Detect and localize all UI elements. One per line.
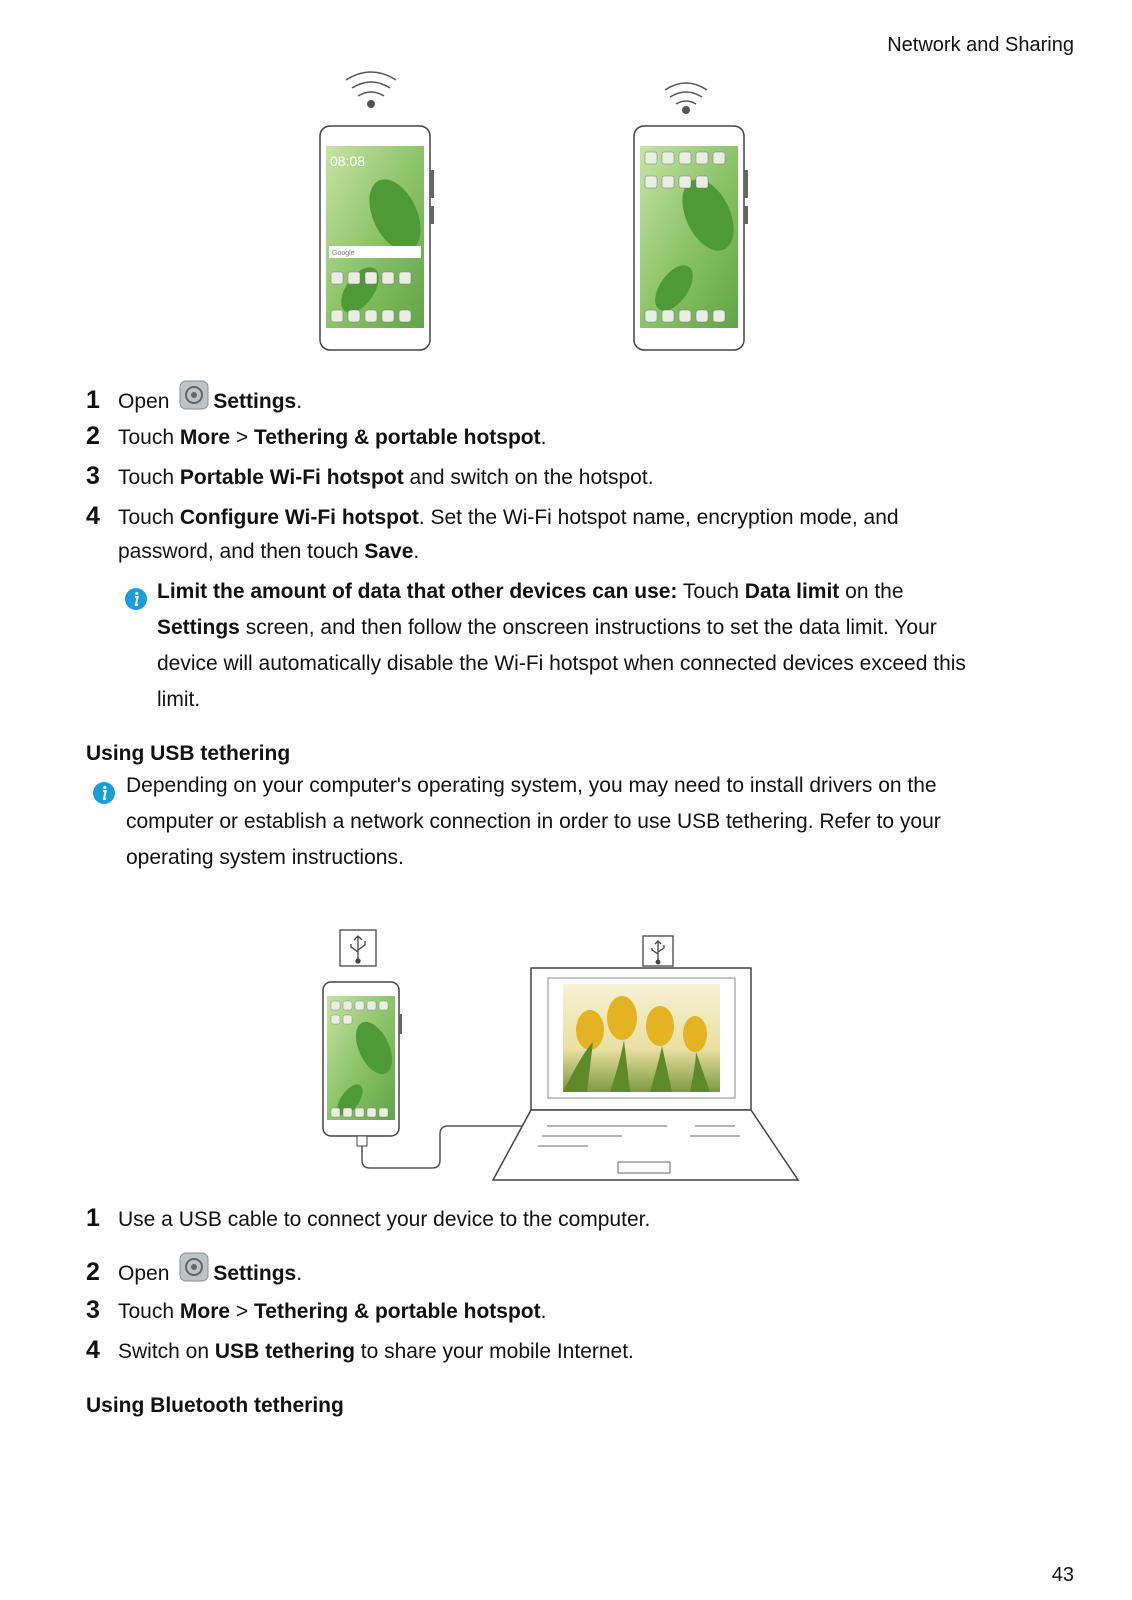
info-icon <box>92 781 116 805</box>
more-label: More <box>179 1300 231 1323</box>
phone-right <box>634 126 748 350</box>
step-text: . <box>296 390 303 413</box>
step-number: 3 <box>86 1296 100 1324</box>
save-label: Save <box>364 540 414 563</box>
data-limit-note <box>157 574 1077 718</box>
step-text: Touch <box>118 1300 175 1323</box>
laptop <box>493 968 798 1180</box>
phone-search: Google <box>332 250 355 257</box>
step-number: 1 <box>86 386 100 414</box>
more-label: More <box>179 426 231 449</box>
bluetooth-tethering-heading: Using Bluetooth tethering <box>86 1394 344 1417</box>
usb-icon <box>340 930 376 966</box>
usb-step-2 <box>86 1252 302 1292</box>
tethering-label: Tethering & portable hotspot <box>254 1300 541 1323</box>
step-number: 3 <box>86 462 100 490</box>
settings-label: Settings <box>213 1262 297 1285</box>
step-number: 4 <box>86 1336 100 1364</box>
note-text: computer or establish a network connection in order to use USB tethering. Refer to your <box>126 810 941 833</box>
info-icon <box>124 587 148 611</box>
settings-label: Settings <box>157 616 240 639</box>
wifi-icon <box>665 83 707 104</box>
step-text: . Set the Wi-Fi hotspot name, encryption mode, and <box>418 506 899 529</box>
note-text: screen, and then follow the onscreen instructions to set the data limit. Your <box>245 616 937 639</box>
step-text: > <box>235 1300 249 1323</box>
step-text: Touch <box>118 466 175 489</box>
wifi-dot <box>367 100 375 108</box>
settings-label: Settings <box>213 390 297 413</box>
note-text: operating system instructions. <box>126 846 404 869</box>
phone-left <box>320 126 434 350</box>
note-title: Limit the amount of data that other devices can use: <box>157 580 678 603</box>
note-text: Touch <box>682 580 739 603</box>
step-text: Switch on <box>118 1340 210 1363</box>
step-number: 4 <box>86 502 100 530</box>
step-text: Use a USB cable to connect your device to the computer. <box>118 1208 651 1231</box>
usb-step-4 <box>86 1332 634 1370</box>
step-text: password, and then touch <box>118 540 359 563</box>
wifi-icon <box>346 72 396 96</box>
usb-tethering-heading: Using USB tethering <box>86 742 291 765</box>
step-text: Open <box>118 1262 170 1285</box>
tethering-label: Tethering & portable hotspot <box>254 426 541 449</box>
usb-driver-note <box>126 768 1046 876</box>
hotspot-step-2 <box>86 418 546 456</box>
configure-hotspot-label: Configure Wi-Fi hotspot <box>179 506 419 529</box>
page-header-title: Network and Sharing <box>887 34 1074 56</box>
step-text: to share your mobile Internet. <box>360 1340 634 1363</box>
note-text: device will automatically disable the Wi-Fi hotspot when connected devices exceed this <box>157 652 966 675</box>
data-limit-label: Data limit <box>744 580 840 603</box>
step-text: and switch on the hotspot. <box>409 466 654 489</box>
hotspot-step-4-cont <box>118 534 419 570</box>
step-text: Touch <box>118 506 175 529</box>
settings-icon <box>179 1252 209 1282</box>
step-text: > <box>235 426 249 449</box>
usb-illustration <box>0 930 1132 1230</box>
wifi-dot <box>682 106 690 114</box>
usb-step-1 <box>86 1200 650 1238</box>
hotspot-illustration <box>0 0 1132 360</box>
step-text: Touch <box>118 426 175 449</box>
settings-icon <box>179 380 209 410</box>
note-text: limit. <box>157 688 201 711</box>
step-text: . <box>540 1300 547 1323</box>
step-number: 1 <box>86 1204 100 1232</box>
step-number: 2 <box>86 1258 100 1286</box>
step-number: 2 <box>86 422 100 450</box>
note-text: on the <box>845 580 904 603</box>
usb-step-3 <box>86 1292 546 1330</box>
usb-tethering-label: USB tethering <box>214 1340 355 1363</box>
step-text: Open <box>118 390 170 413</box>
phone-time: 08:08 <box>330 153 366 169</box>
step-text: . <box>296 1262 303 1285</box>
note-text: Depending on your computer's operating system, you may need to install drivers on the <box>126 774 937 797</box>
step-text: . <box>540 426 547 449</box>
step-text: . <box>413 540 420 563</box>
hotspot-step-3 <box>86 458 654 496</box>
hotspot-step-1 <box>86 380 302 420</box>
usb-phone <box>323 982 402 1146</box>
page-number: 43 <box>1051 1564 1074 1586</box>
portable-hotspot-label: Portable Wi-Fi hotspot <box>179 466 404 489</box>
usb-icon <box>643 936 673 966</box>
hotspot-step-4 <box>86 498 899 536</box>
